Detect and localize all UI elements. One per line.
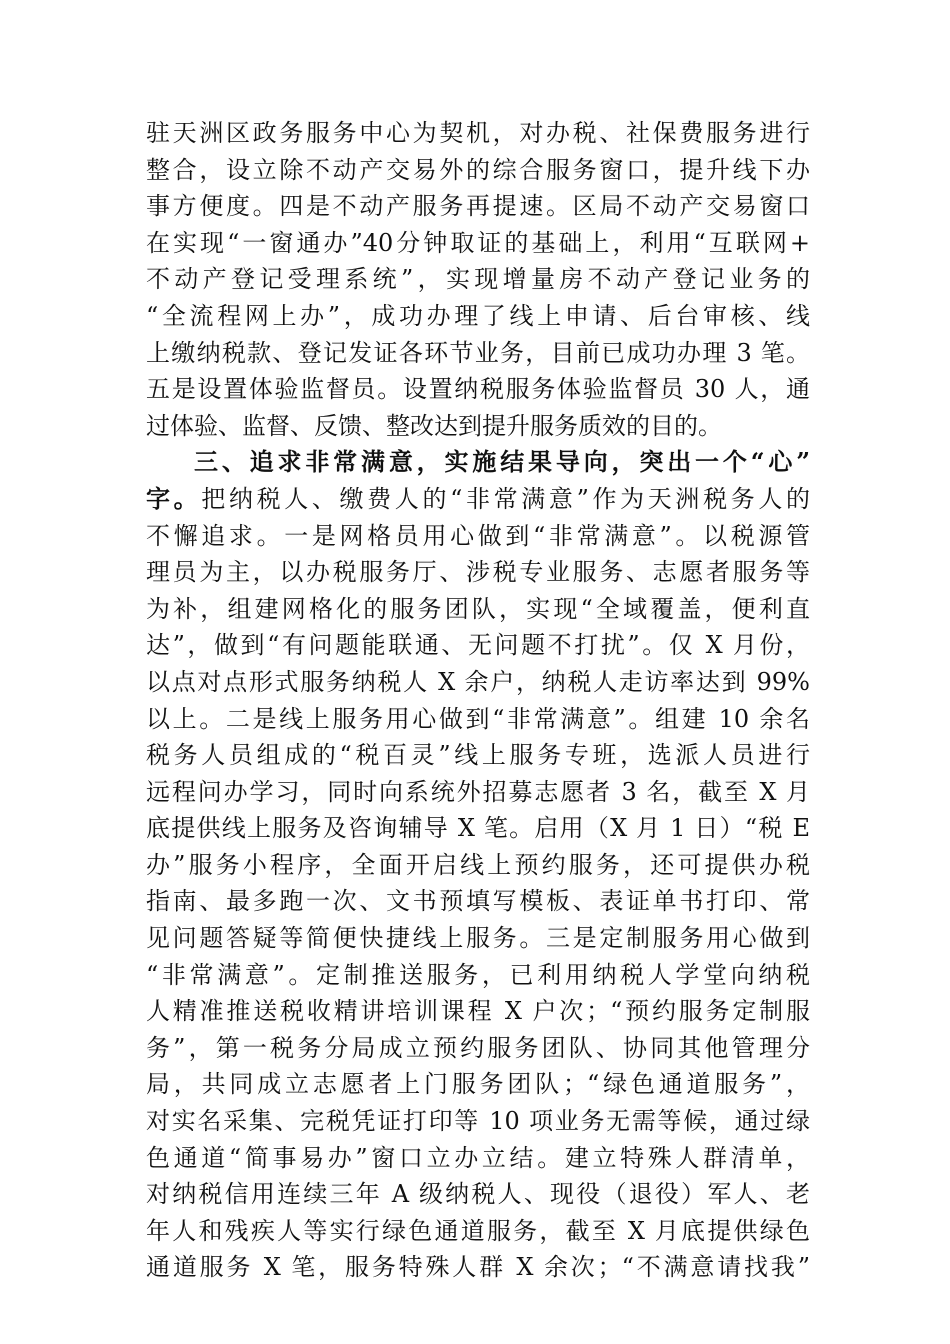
text-line: 见问题答疑等简便快捷线上服务。三是定制服务用心做到 [146, 924, 810, 953]
text-line [146, 481, 810, 518]
text-span: 把纳税人、缴费人的“非常满意”作为天洲税务人的 [201, 484, 810, 513]
paragraph-two [146, 444, 810, 1286]
text-line: 上缴纳税款、登记发证各环节业务，目前已成功办理 3 笔。 [146, 338, 810, 367]
text-line: 底提供线上服务及咨询辅导 X 笔。启用（X 月 1 日）“税 E [146, 814, 810, 843]
text-line: 以点对点形式服务纳税人 X 余户，纳税人走访率达到 99% [146, 667, 810, 696]
text-line: 色通道“简事易办”窗口立办立结。建立特殊人群清单， [146, 1143, 810, 1172]
text-line: 人精准推送税收精讲培训课程 X 户次；“预约服务定制服 [146, 997, 810, 1026]
text-line: 五是设置体验监督员。设置纳税服务体验监督员 30 人，通 [146, 375, 810, 404]
text-line: 事方便度。四是不动产服务再提速。区局不动产交易窗口 [146, 192, 810, 221]
text-line: “非常满意”。定制推送服务，已利用纳税人学堂向纳税 [146, 960, 810, 989]
text-line: 税务人员组成的“税百灵”线上服务专班，选派人员进行 [146, 741, 810, 770]
text-line: 不动产登记受理系统”，实现增量房不动产登记业务的 [146, 265, 810, 294]
text-line: “全流程网上办”，成功办理了线上申请、后台审核、线 [146, 301, 810, 330]
text-line: 理员为主，以办税服务厅、涉税专业服务、志愿者服务等 [146, 558, 810, 587]
text-line: 办”服务小程序，全面开启线上预约服务，还可提供办税 [146, 850, 810, 879]
text-line: 驻天洲区政务服务中心为契机，对办税、社保费服务进行 [146, 119, 810, 147]
text-line: 以上。二是线上服务用心做到“非常满意”。组建 10 余名 [146, 704, 810, 733]
text-line: 务”，第一税务分局成立预约服务团队、协同其他管理分 [146, 1033, 810, 1062]
paragraph-one [146, 115, 810, 444]
text-line: 不懈追求。一是网格员用心做到“非常满意”。以税源管 [146, 521, 810, 550]
section-heading: 三、追求非常满意，实施结果导向，突出一个“心” [194, 447, 810, 477]
text-line: 在实现“一窗通办”40分钟取证的基础上，利用“互联网+ [146, 228, 810, 257]
text-line: 为补，组建网格化的服务团队，实现“全域覆盖，便利直 [146, 594, 810, 623]
text-line: 指南、最多跑一次、文书预填写模板、表证单书打印、常 [146, 887, 810, 916]
text-line: 整合，设立除不动产交易外的综合服务窗口，提升线下办 [146, 155, 810, 184]
text-line: 达”，做到“有问题能联通、无问题不打扰”。仅 X 月份， [146, 631, 810, 660]
text-line: 对实名采集、完税凭证打印等 10 项业务无需等候，通过绿 [146, 1107, 810, 1136]
text-line: 局，共同成立志愿者上门服务团队；“绿色通道服务”， [146, 1070, 810, 1099]
section-heading-end: 字。 [146, 483, 202, 513]
text-line: 对纳税信用连续三年 A 级纳税人、现役（退役）军人、老 [146, 1180, 810, 1209]
text-line: 远程问办学习，同时向系统外招募志愿者 3 名，截至 X 月 [146, 777, 810, 806]
body-text [146, 115, 810, 1286]
text-line: 年人和残疾人等实行绿色通道服务，截至 X 月底提供绿色 [146, 1216, 810, 1245]
text-line: 通道服务 X 笔，服务特殊人群 X 余次；“不满意请找我” [146, 1253, 810, 1282]
text-line: 过体验、监督、反馈、整改达到提升服务质效的目的。 [146, 411, 722, 440]
